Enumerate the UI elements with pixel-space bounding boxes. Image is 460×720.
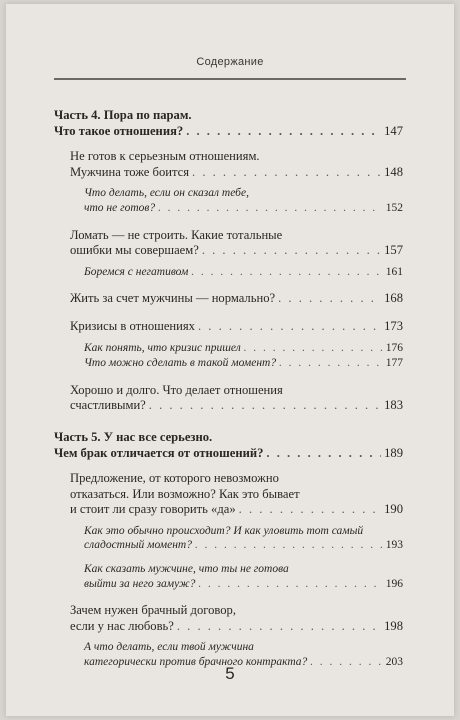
header-rule (54, 78, 406, 80)
page-ref: 177 (385, 357, 403, 370)
leader-dots (186, 124, 381, 140)
part-title-line: Часть 5. У нас все серьезно. (54, 429, 213, 444)
part-title-line: Чем брак отличается от отношений? (54, 445, 264, 460)
page-ref: 203 (385, 656, 403, 669)
toc-subentry (84, 265, 403, 280)
entry-line: Как это обычно происходит? (84, 524, 231, 537)
part-title-line: Часть 4. Пора по парам. (54, 108, 192, 122)
part-title-line: Что такое отношения? (54, 123, 184, 138)
toc-entry (70, 149, 403, 180)
toc-subentry (84, 186, 403, 215)
page-ref: 196 (385, 577, 403, 590)
page-ref: 148 (384, 164, 403, 179)
page-ref: 193 (385, 539, 403, 552)
entry-line: Не готов к серьезным отношениям. (70, 149, 260, 164)
entry-line: и стоит ли сразу говорить «да» (70, 502, 236, 517)
entry-line: Предложение, от которого невозможно (70, 471, 279, 486)
toc-part-5 (54, 430, 403, 461)
toc-entry (70, 603, 403, 634)
page-ref: 190 (384, 502, 403, 517)
page-ref: 152 (385, 201, 403, 214)
entry-line: если у нас любовь? (70, 618, 174, 633)
entry-line: Мужчина тоже боится (70, 164, 190, 179)
leader-dots (177, 619, 381, 635)
entry-line: Что делать, если он сказал тебе, (84, 187, 249, 200)
toc-subentry (84, 524, 403, 591)
toc-part-4 (54, 108, 403, 139)
page-ref: 176 (385, 341, 403, 354)
leader-dots (195, 538, 383, 553)
entry-line: ошибки мы совершаем? (70, 243, 199, 258)
leader-dots (191, 265, 382, 280)
entry-line: Зачем нужен брачный договор, (70, 603, 236, 618)
page-ref: 147 (384, 123, 403, 138)
entry-line: Хорошо и долго. Что делает отношения (70, 382, 283, 397)
leader-dots (202, 243, 381, 259)
entry-line: А что делать, если твой мужчина (84, 641, 254, 654)
page-number: 5 (225, 664, 235, 683)
entry-line: Как сказать мужчине, что ты не готова (84, 563, 289, 576)
leader-dots (158, 201, 383, 216)
entry-line: отказаться. Или возможно? Как это бывает (70, 486, 300, 501)
page-ref: 189 (384, 445, 403, 460)
page-ref: 161 (385, 265, 403, 278)
entry-line: сладостный момент? (84, 539, 192, 552)
leader-dots (244, 341, 383, 356)
leader-dots (198, 319, 381, 335)
entry-line: Кризисы в отношениях (70, 318, 195, 333)
page-ref: 198 (384, 618, 403, 633)
page-ref: 183 (384, 398, 403, 413)
entry-line: что не готов? (84, 201, 156, 214)
leader-dots (192, 165, 381, 181)
leader-dots (198, 577, 382, 592)
toc-entry (70, 471, 403, 518)
page-ref: 157 (384, 243, 403, 258)
leader-dots (278, 291, 381, 307)
table-of-contents (54, 108, 403, 682)
entry-line: Что можно сделать в такой момент? (84, 357, 277, 370)
toc-entry (70, 319, 403, 335)
toc-entry (70, 383, 403, 414)
leader-dots (279, 356, 383, 371)
toc-entry (70, 291, 403, 307)
entry-line: И как уловить тот самый (233, 524, 364, 537)
entry-line: Жить за счет мужчины — нормально? (70, 291, 276, 306)
entry-line: счастливыми? (70, 398, 146, 413)
running-header: Содержание (196, 56, 264, 68)
entry-line: выйти за него замуж? (84, 577, 196, 590)
leader-dots (149, 398, 381, 414)
leader-dots (266, 446, 381, 462)
entry-line: Боремся с негативом (84, 265, 189, 278)
page-ref: 168 (384, 291, 403, 306)
entry-line: Как понять, что кризис пришел (84, 341, 241, 354)
entry-line: Ломать — не строить. Какие тотальные (70, 227, 283, 242)
page-ref: 173 (384, 318, 403, 333)
book-page (6, 4, 454, 716)
entry-line: категорически против брачного контракта? (84, 656, 308, 669)
toc-subentry (84, 341, 403, 371)
toc-entry (70, 228, 403, 259)
leader-dots (239, 502, 381, 518)
